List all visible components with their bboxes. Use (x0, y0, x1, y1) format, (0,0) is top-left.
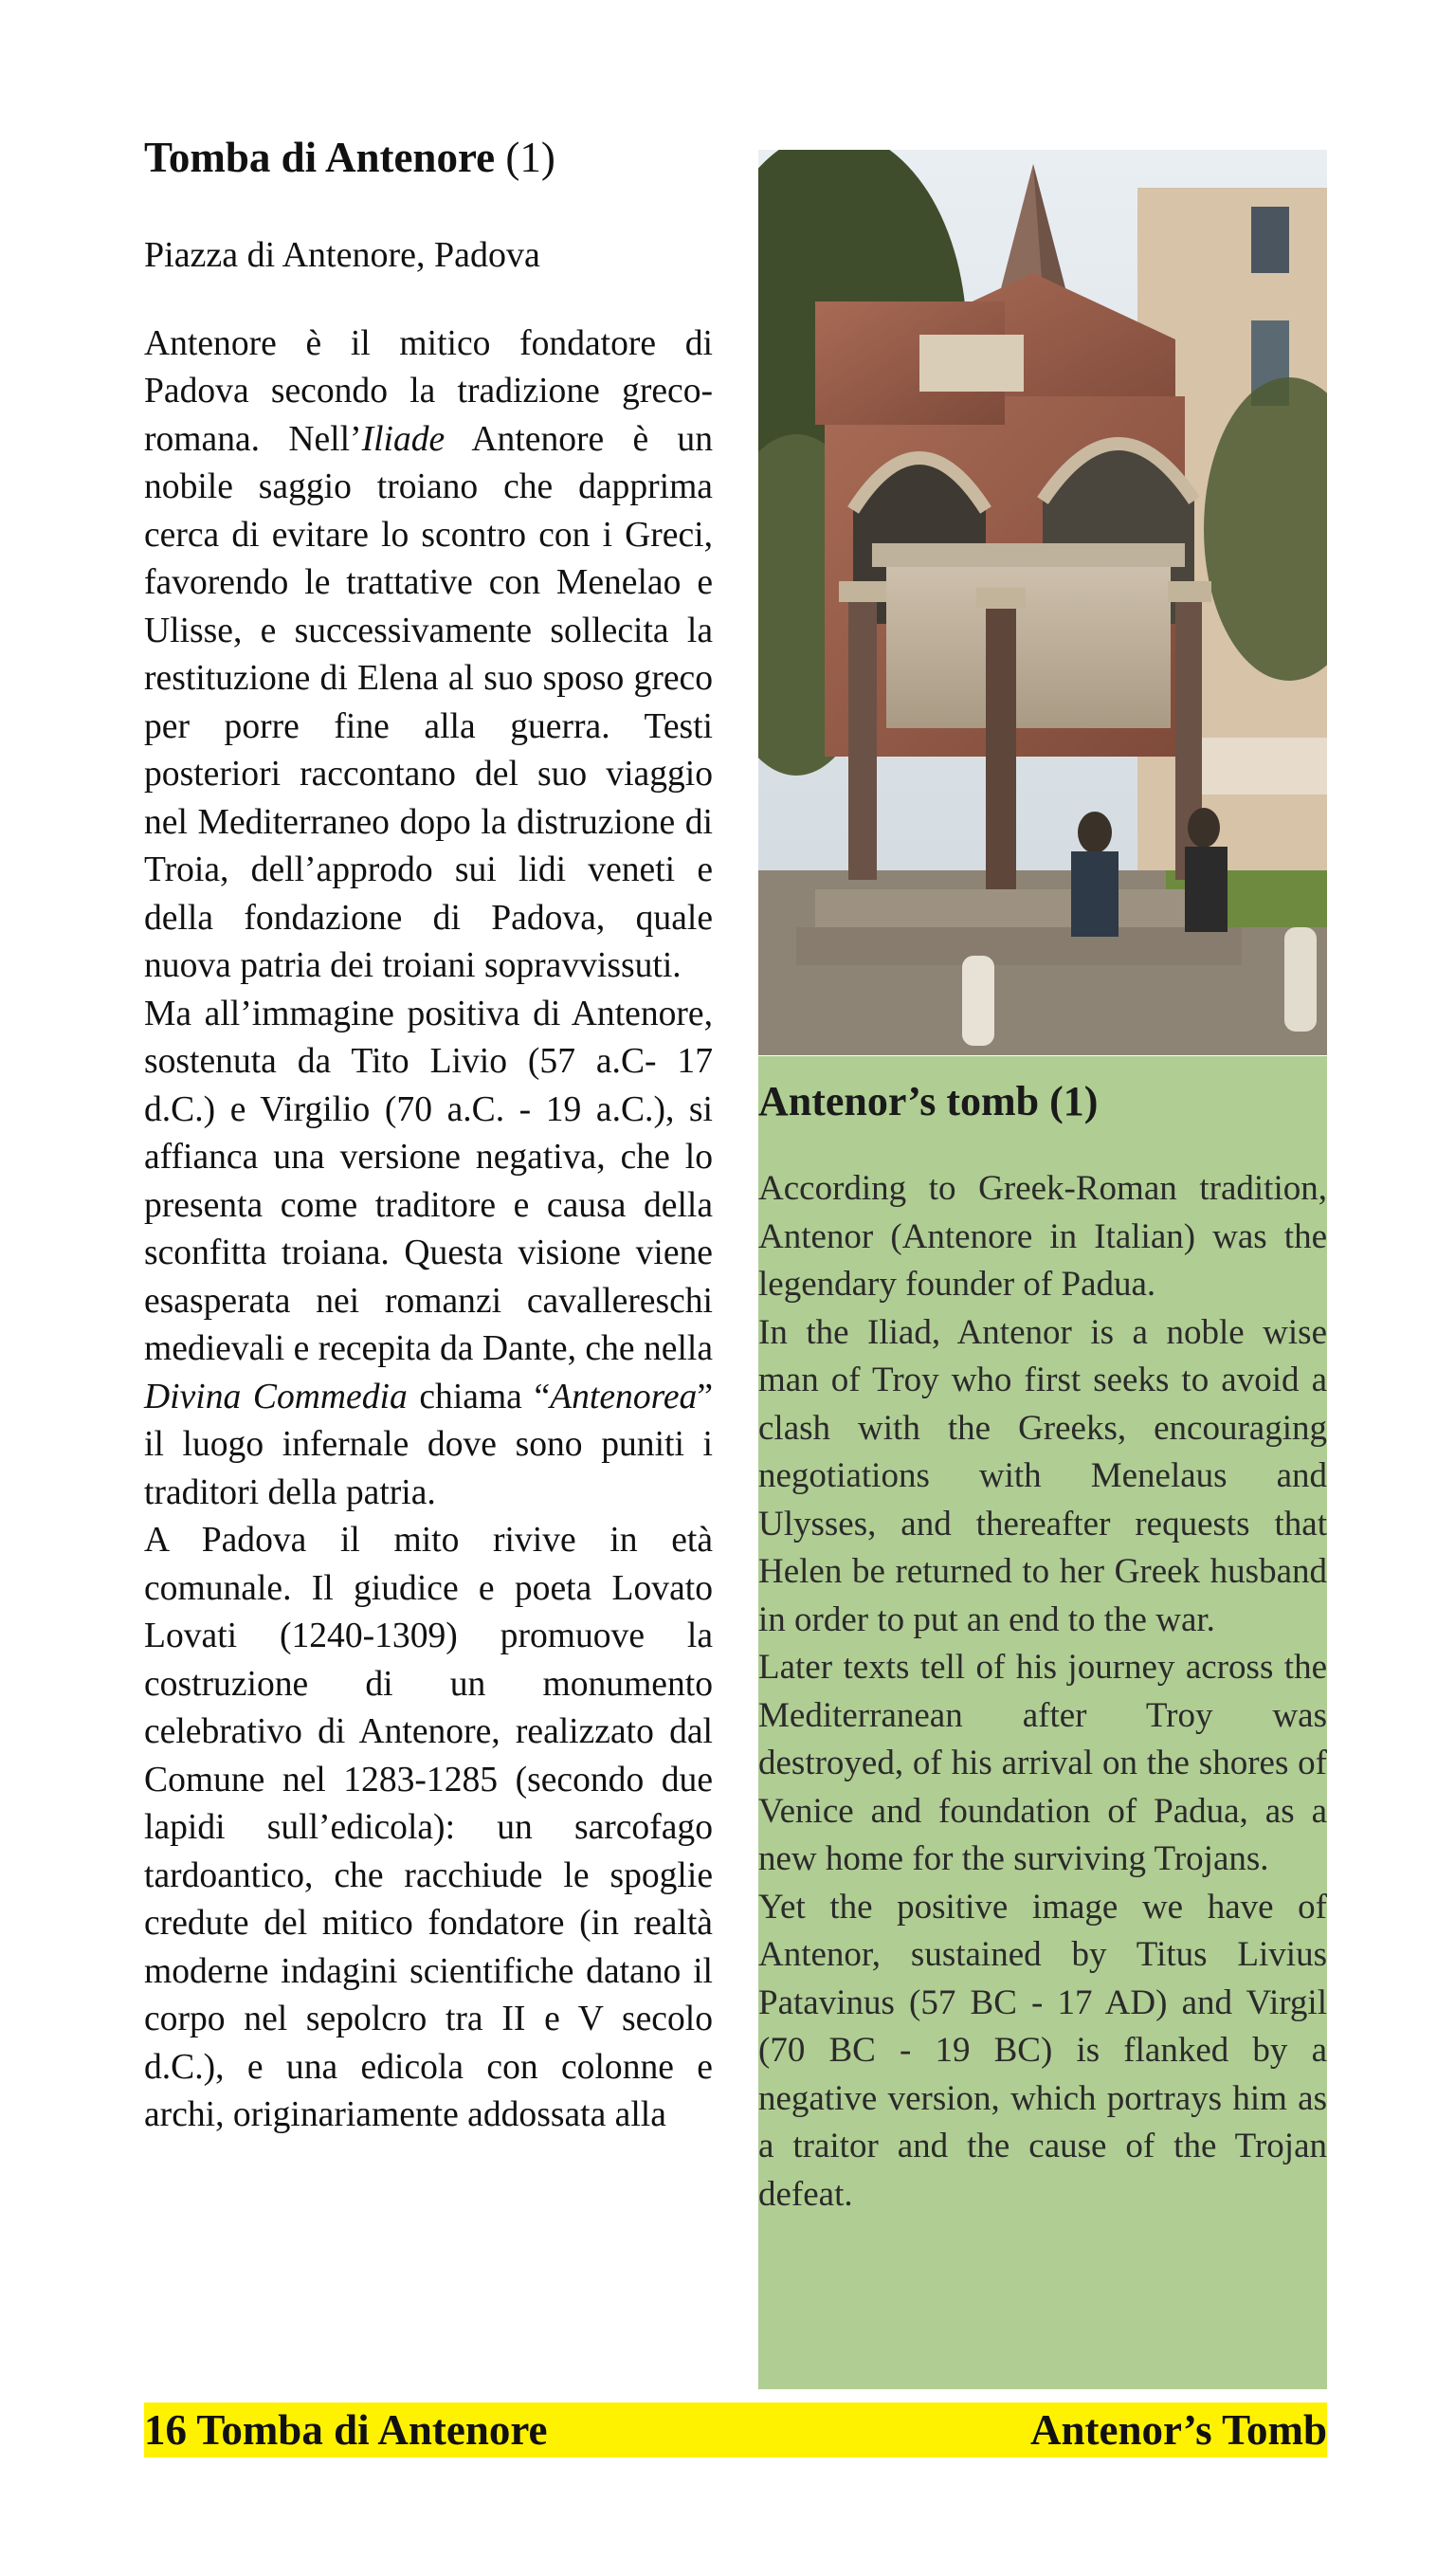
page-title: Tomba di Antenore (1) (144, 134, 555, 181)
footer-page-label: 16 Tomba di Antenore (144, 2406, 548, 2454)
footer-bar (144, 2402, 1327, 2457)
italian-paragraph-3: A Padova il mito rivive in età comunale. Il giudice e poeta Lovato Lovati (1240-1309) promuove la costruzione di un monumento celebrativo di Antenore, realizzato dal Comune nel 1283-1285 (secondo due lapidi sull’edicola): un sarcofago tardoantico, che racchiude le spoglie credute del mitico fondatore (in realtà moderne indagini scientifiche datano il corpo nel sepolcro tra II e V secolo d.C.), e una edicola con colonne e archi, originariamente addossata alla (144, 1521, 713, 2135)
italian-column (144, 131, 713, 2140)
english-title: Antenor’s tomb (1) (758, 1078, 1099, 1124)
italian-paragraph-2: Ma all’immagine positiva di Antenore, sostenuta da Tito Livio (57 a.C- 17 d.C.) e Virgilio (70 a.C. - 19 a.C.), si affianca una versione negativa, che lo presenta come traditore e causa della sconfitta troiana. Questa visione viene esasperata nei romanzi cavallereschi medievali e recepita da Dante, che nella Divina Commedia chiama “Antenorea” il luogo infernale dove sono puniti i traditori della patria. (144, 994, 713, 1512)
footer-english-label: Antenor’s Tomb (1030, 2406, 1327, 2454)
english-paragraph-4: Yet the positive image we have of Antenor, sustained by Titus Livius Patavinus (57 BC - 17 AD) and Virgil (70 BC - 19 BC) is flanked by a negative version, which portrays him as a traitor and the cause of the Trojan defeat. (758, 1887, 1327, 2214)
english-panel (758, 1056, 1327, 2389)
location-line: Piazza di Antenore, Padova (144, 235, 540, 276)
english-paragraph-1: According to Greek-Roman tradition, Antenor (Antenore in Italian) was the legendary founder of Padua. (758, 1169, 1327, 1304)
italian-paragraph-1: Antenore è il mitico fondatore di Padova secondo la tradizione greco-romana. Nell’Iliade Antenore è un nobile saggio troiano che dapprima cerca di evitare lo scontro con i Greci, favorendo le trattative con Menelao e Ulisse, e successivamente sollecita la restituzione di Elena al suo sposo greco per porre fine alla guerra. Testi posteriori raccontano del suo viaggio nel Mediterraneo dopo la distruzione di Troia, dell’approdo sui lidi veneti e della fondazione di Padova, quale nuova patria dei troiani sopravvissuti. (144, 323, 714, 986)
english-paragraph-3: Later texts tell of his journey across the Mediterranean after Troy was destroyed, of his arrival on the shores of Venice and foundation of Padua, as a new home for the surviving Trojans. (758, 1648, 1327, 1878)
tomb-photo (758, 150, 1327, 1055)
english-paragraph-2: In the Iliad, Antenor is a noble wise man of Troy who first seeks to avoid a clash with the Greeks, encouraging negotiations with Menelaus and Ulysses, and thereafter requests that Helen be returned to her Greek husband in order to put an end to the war. (758, 1312, 1327, 1639)
